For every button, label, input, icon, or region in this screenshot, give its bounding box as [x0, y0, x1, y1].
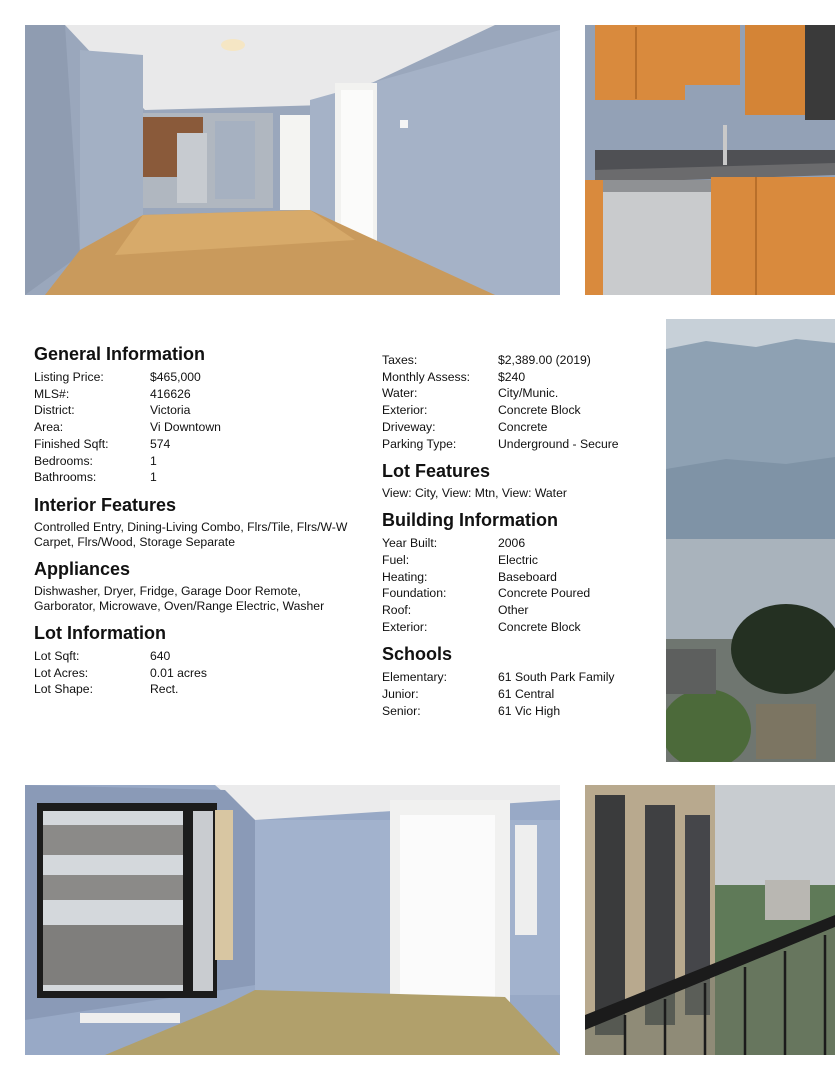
info-row	[382, 686, 652, 703]
info-row	[382, 619, 652, 636]
left-info-column	[34, 343, 352, 706]
info-label: Lot Shape:	[34, 682, 93, 697]
info-value: Baseboard	[498, 569, 557, 584]
info-label: Lot Acres:	[34, 665, 89, 680]
info-value: $240	[498, 369, 526, 384]
appliances-heading: Appliances	[34, 558, 131, 579]
info-value: $465,000	[150, 370, 201, 384]
info-value: 416626	[150, 386, 191, 401]
info-label: Junior:	[382, 687, 419, 702]
info-label: Heating:	[382, 569, 428, 584]
info-row	[382, 352, 652, 369]
info-row	[34, 665, 352, 682]
lot-information-section	[34, 622, 352, 698]
lot-features-section	[382, 460, 652, 501]
info-label: Exterior:	[382, 403, 428, 418]
info-row	[382, 552, 652, 569]
info-label: Finished Sqft:	[34, 436, 109, 451]
info-label: District:	[34, 403, 75, 418]
info-label: Water:	[382, 386, 418, 401]
info-label: Listing Price:	[34, 370, 104, 384]
info-value: Concrete Block	[498, 619, 581, 634]
balcony-photo	[585, 785, 835, 1055]
info-label: Exterior:	[382, 619, 428, 634]
lot-information-heading: Lot Information	[34, 622, 166, 643]
info-label: Foundation:	[382, 586, 447, 601]
info-label: Lot Sqft:	[34, 648, 80, 663]
info-value: 61 South Park Family	[498, 670, 615, 685]
info-row	[34, 453, 352, 470]
info-row	[34, 648, 352, 665]
info-row	[382, 535, 652, 552]
kitchen-photo	[585, 25, 835, 295]
info-value: 1	[150, 453, 157, 468]
info-row	[34, 402, 352, 419]
info-row	[382, 569, 652, 586]
info-value: Victoria	[150, 403, 191, 418]
info-label: Elementary:	[382, 670, 448, 685]
info-row	[382, 369, 652, 386]
info-row	[382, 585, 652, 602]
info-value: Concrete Poured	[498, 586, 591, 601]
info-value: City/Munic.	[498, 386, 559, 401]
appliances-text: Dishwasher, Dryer, Fridge, Garage Door Remote, Garborator, Microwave, Oven/Range Electric, Washer	[34, 583, 325, 613]
building-information-heading: Building Information	[382, 510, 558, 531]
bedroom-photo	[25, 785, 560, 1055]
info-value: 2006	[498, 536, 526, 551]
info-label: Fuel:	[382, 552, 410, 567]
info-row	[34, 436, 352, 453]
info-label: Parking Type:	[382, 436, 457, 451]
info-row	[382, 385, 652, 402]
building-information-section	[382, 509, 652, 635]
info-row	[34, 681, 352, 698]
info-value: Concrete Block	[498, 403, 581, 418]
info-value: 1	[150, 470, 157, 485]
lot-features-text: View: City, View: Mtn, View: Water	[382, 486, 567, 501]
info-label: Bedrooms:	[34, 453, 93, 468]
info-value: 574	[150, 436, 171, 451]
appliances-section	[34, 558, 352, 614]
info-row	[382, 602, 652, 619]
info-value: Underground - Secure	[498, 436, 619, 451]
right-info-column	[382, 352, 652, 728]
living-room-photo	[25, 25, 560, 295]
info-label: Taxes:	[382, 353, 418, 367]
info-label: Driveway:	[382, 419, 436, 434]
info-value: Concrete	[498, 419, 548, 434]
info-row	[34, 419, 352, 436]
info-label: Monthly Assess:	[382, 369, 471, 384]
info-row	[382, 436, 652, 453]
info-label: Bathrooms:	[34, 470, 97, 485]
interior-features-heading: Interior Features	[34, 494, 177, 515]
general-information-heading: General Information	[34, 344, 206, 364]
info-row	[382, 419, 652, 436]
lot-features-heading: Lot Features	[382, 461, 491, 482]
info-label: Year Built:	[382, 536, 438, 551]
interior-features-text: Controlled Entry, Dining-Living Combo, Flrs/Tile, Flrs/W-W Carpet, Flrs/Wood, Storage Separate	[34, 519, 348, 549]
info-value: 640	[150, 648, 171, 663]
info-row	[382, 669, 652, 686]
info-label: Area:	[34, 420, 64, 435]
info-value: 0.01 acres	[150, 665, 207, 680]
schools-section	[382, 643, 652, 719]
general-information-section	[34, 343, 352, 486]
info-row	[34, 469, 352, 486]
info-label: Senior:	[382, 703, 421, 718]
info-row	[34, 369, 352, 386]
info-row	[382, 703, 652, 720]
info-value: Electric	[498, 552, 538, 567]
info-value: Rect.	[150, 682, 179, 697]
info-row	[34, 386, 352, 403]
info-value: Vi Downtown	[150, 420, 221, 435]
city-view-photo	[666, 319, 835, 762]
info-row	[382, 402, 652, 419]
info-value: $2,389.00 (2019)	[498, 353, 591, 367]
info-label: MLS#:	[34, 386, 70, 401]
info-value: Other	[498, 603, 529, 618]
info-label: Roof:	[382, 603, 412, 618]
info-value: 61 Central	[498, 687, 555, 702]
interior-features-section	[34, 494, 352, 550]
info-value: 61 Vic High	[498, 703, 561, 718]
schools-heading: Schools	[382, 644, 453, 665]
financial-section	[382, 352, 652, 452]
